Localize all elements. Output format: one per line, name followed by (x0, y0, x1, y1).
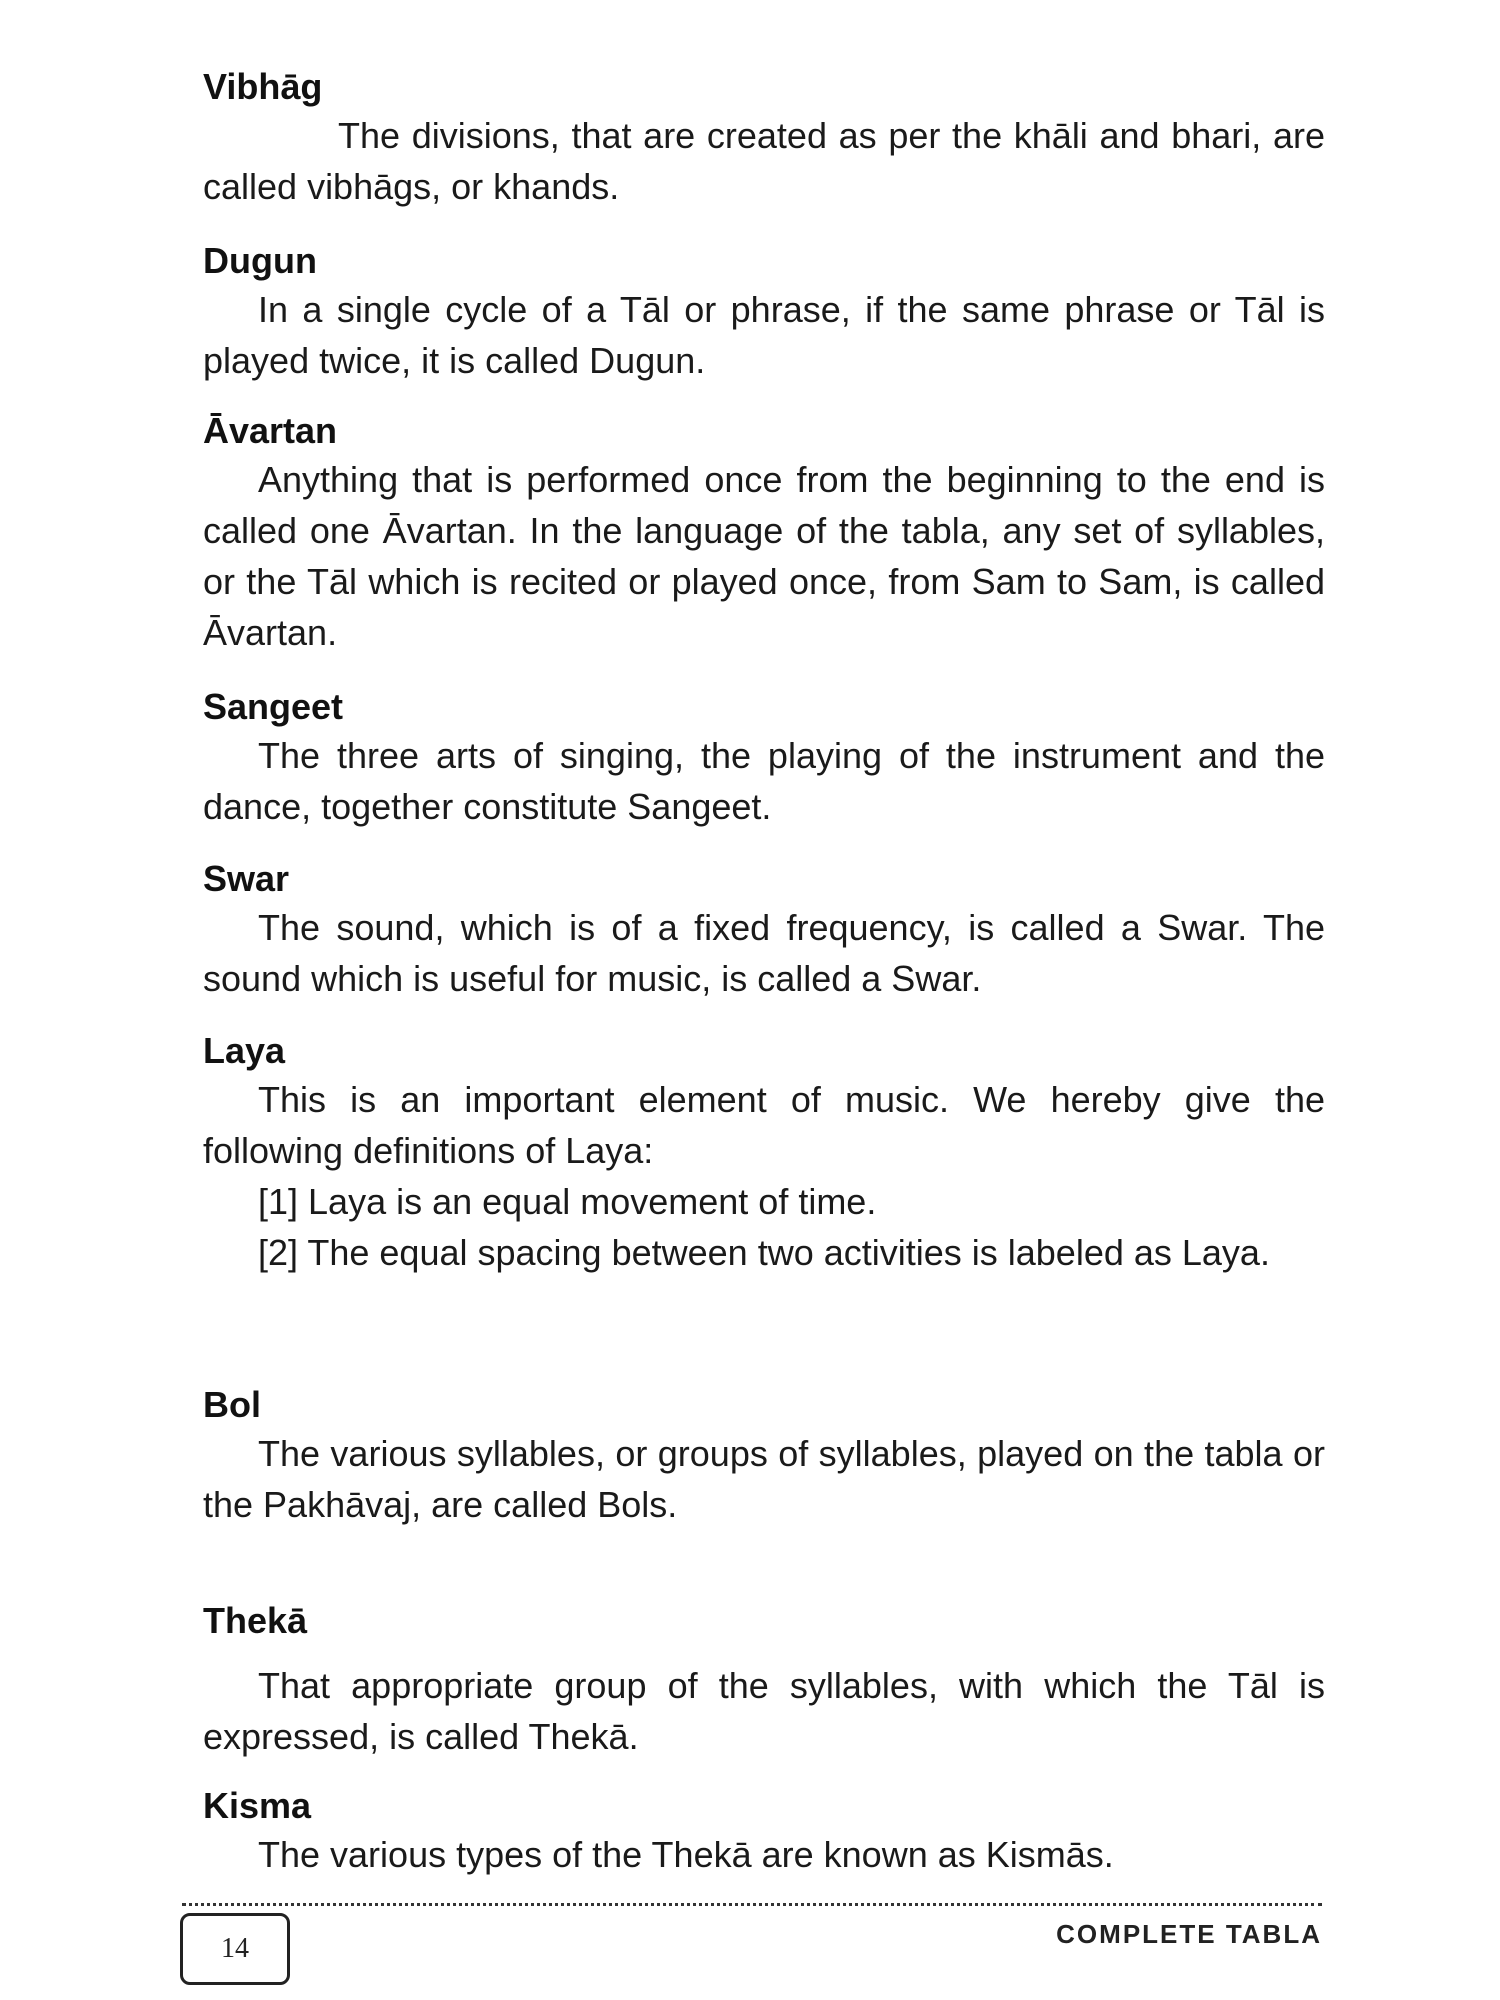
term-heading: Dugun (203, 240, 317, 281)
term-heading: Sangeet (203, 686, 344, 727)
running-title: COMPLETE TABLA (1056, 1919, 1322, 1949)
term-heading: Laya (203, 1030, 286, 1071)
entry-bol (203, 1382, 1325, 1530)
entry-dugun (203, 238, 1325, 386)
term-heading: Bol (203, 1384, 261, 1425)
term-heading: Swar (203, 858, 290, 899)
term-heading: Thekā (203, 1600, 308, 1641)
footer-divider (182, 1903, 1322, 1906)
entry-swar (203, 856, 1325, 1004)
term-definition: That appropriate group of the syllables, with which the Tāl is expressed, is called Thekā. (203, 1665, 1325, 1757)
entry-sangeet (203, 684, 1325, 832)
term-definition: The various syllables, or groups of syllables, played on the tabla or the Pakhāvaj, are called Bols. (203, 1433, 1325, 1525)
term-definition: The various types of the Thekā are known as Kismās. (258, 1834, 1114, 1875)
entry-laya (203, 1028, 1325, 1278)
term-definition: In a single cycle of a Tāl or phrase, if the same phrase or Tāl is played twice, it is called Dugun. (203, 289, 1325, 381)
term-heading: Āvartan (203, 410, 338, 451)
definition-list-item: [2] The equal spacing between two activities is labeled as Laya. (258, 1232, 1270, 1273)
term-definition: The divisions, that are created as per the khāli and bhari, are called vibhāgs, or khands. (203, 115, 1325, 207)
page-number: 14 (180, 1913, 290, 1985)
term-definition: The sound, which is of a fixed frequency, is called a Swar. The sound which is useful for music, is called a Swar. (203, 907, 1325, 999)
term-heading: Vibhāg (203, 66, 323, 107)
entry-theka (203, 1598, 1325, 1762)
term-heading: Kisma (203, 1785, 312, 1826)
term-definition: Anything that is performed once from the beginning to the end is called one Āvartan. In the language of the tabla, any set of syllables, or the Tāl which is recited or played once, from Sam to Sam, is called Āvartan. (203, 459, 1325, 653)
term-definition: This is an important element of music. We hereby give the following definitions of Laya: (203, 1079, 1325, 1171)
entry-vibhag (203, 64, 1325, 212)
entry-avartan (203, 408, 1325, 658)
definition-list-item: [1] Laya is an equal movement of time. (258, 1181, 877, 1222)
entry-kisma (203, 1783, 1325, 1880)
term-definition: The three arts of singing, the playing of the instrument and the dance, together constitute Sangeet. (203, 735, 1325, 827)
